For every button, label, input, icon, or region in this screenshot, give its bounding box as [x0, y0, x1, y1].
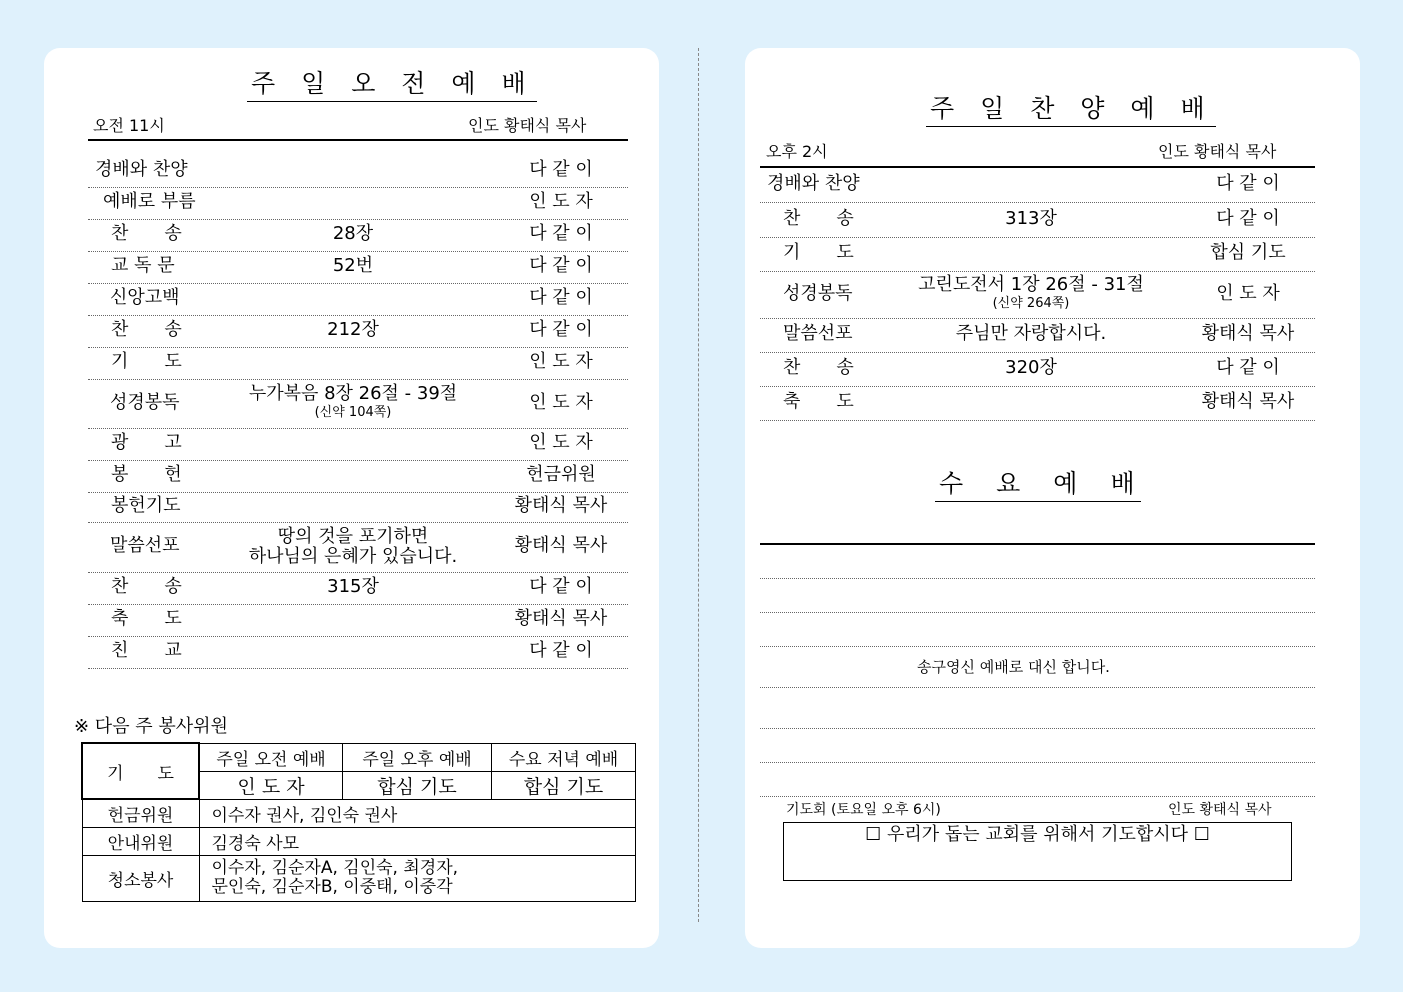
order-detail: 28장: [332, 223, 374, 244]
afternoon-title: 주 일 찬 양 예 배: [926, 93, 1216, 127]
row-rule: [760, 202, 1315, 203]
order-item: 봉 헌: [111, 464, 182, 485]
wednesday-line: [760, 762, 1315, 763]
morning-header-rule: [88, 139, 628, 141]
duty-usher-value: 김경숙 사모: [199, 827, 636, 855]
order-by: 황태식 목사: [514, 495, 608, 516]
order-by: 황태식 목사: [1201, 323, 1295, 344]
duty-col-1: 주일 오전 예배: [199, 743, 343, 771]
order-detail: 52번: [332, 255, 374, 276]
order-item: 말씀선포: [783, 323, 853, 344]
duty-prayer-1: 인 도 자: [199, 771, 343, 799]
order-by: 황태식 목사: [514, 535, 608, 556]
row-rule: [760, 386, 1315, 387]
afternoon-time: 오후 2시: [766, 142, 828, 161]
order-item: 성경봉독: [110, 391, 180, 413]
order-by: 인 도 자: [1216, 282, 1280, 304]
wednesday-line: [760, 687, 1315, 688]
duty-cleaning-line1: 이수자, 김순자A, 김인숙, 최경자,: [211, 858, 459, 878]
wednesday-line: [760, 646, 1315, 647]
duty-col-3: 수요 저녁 예배: [492, 743, 636, 771]
row-rule: [760, 352, 1315, 353]
order-item: 경배와 찬양: [95, 159, 188, 180]
order-detail: 땅의 것을 포기하면: [277, 526, 429, 547]
order-item: 교 독 문: [111, 255, 175, 276]
row-rule: [88, 522, 628, 523]
row-rule: [88, 460, 628, 461]
duty-cleaning-line2: 문인숙, 김순자B, 이중태, 이중각: [211, 877, 453, 897]
duty-heading: ※ 다음 주 봉사위원: [74, 716, 228, 737]
afternoon-leader: 인도 황태식 목사: [1158, 142, 1277, 161]
row-rule: [760, 237, 1315, 238]
order-item: 친 교: [111, 640, 182, 661]
row-rule: [88, 283, 628, 284]
duty-offering-label: 헌금위원: [82, 799, 199, 827]
order-item: 경배와 찬양: [767, 173, 860, 194]
order-detail: 고린도전서 1장 26절 - 31절: [918, 273, 1144, 295]
order-by: 헌금위원: [526, 464, 596, 485]
order-by: 다 같 이: [1216, 357, 1280, 378]
row-rule: [88, 187, 628, 188]
order-detail: 320장: [1005, 357, 1057, 378]
prayer-box: [783, 822, 1292, 881]
duty-prayer-label: 기 도: [82, 743, 199, 799]
duty-cleaning-value: [199, 855, 636, 901]
row-rule: [88, 572, 628, 573]
prayer-meeting-label: 기도회 (토요일 오후 6시): [786, 802, 941, 818]
duty-offering-value: 이수자 권사, 김인숙 권사: [199, 799, 636, 827]
row-rule: [88, 219, 628, 220]
row-rule: [760, 420, 1315, 421]
order-item: 축 도: [111, 608, 182, 629]
afternoon-header-rule: [760, 166, 1315, 168]
order-by: 인 도 자: [529, 391, 593, 413]
row-rule: [88, 668, 628, 669]
row-rule: [760, 318, 1315, 319]
order-item: 기 도: [783, 242, 854, 263]
order-item: 신앙고백: [110, 287, 180, 308]
wednesday-line: [760, 578, 1315, 579]
order-detail: 누가복음 8장 26절 - 39절: [248, 382, 458, 404]
page-divider: [698, 48, 699, 922]
order-by: 다 같 이: [1216, 173, 1280, 194]
duty-cleaning-label: 청소봉사: [82, 855, 199, 901]
row-rule: [88, 428, 628, 429]
morning-title: 주 일 오 전 예 배: [247, 68, 537, 102]
order-by: 인 도 자: [529, 191, 593, 212]
order-detail-sub: (신약 104쪽): [314, 404, 392, 420]
order-detail-sub: 하나님의 은혜가 있습니다.: [248, 546, 458, 567]
wednesday-notice: 송구영신 예배로 대신 합니다.: [917, 658, 1110, 676]
order-by: 다 같 이: [1216, 207, 1280, 229]
order-by: 인 도 자: [529, 351, 593, 372]
order-by: 다 같 이: [529, 159, 593, 180]
afternoon-worship-panel: [745, 48, 1360, 948]
row-rule: [88, 604, 628, 605]
row-rule: [88, 492, 628, 493]
duty-table: [81, 742, 636, 902]
duty-prayer-3: 합심 기도: [492, 771, 636, 799]
order-by: 다 같 이: [529, 576, 593, 597]
order-item: 찬 송: [111, 223, 182, 244]
order-detail: 212장: [327, 319, 379, 340]
row-rule: [88, 315, 628, 316]
wednesday-header-rule: [760, 543, 1315, 545]
row-rule: [88, 379, 628, 380]
order-by: 다 같 이: [529, 319, 593, 340]
row-rule: [88, 636, 628, 637]
wednesday-line: [760, 612, 1315, 613]
order-by: 다 같 이: [529, 287, 593, 308]
order-item: 찬 송: [111, 576, 182, 597]
order-detail: 313장: [1005, 207, 1057, 229]
order-item: 봉헌기도: [111, 495, 181, 516]
order-item: 기 도: [111, 351, 182, 372]
order-item: 찬 송: [111, 319, 182, 340]
order-detail-sub: (신약 264쪽): [992, 295, 1070, 311]
order-detail: 315장: [327, 576, 379, 597]
order-detail: 주님만 자랑합시다.: [955, 323, 1107, 344]
wednesday-title: 수 요 예 배: [935, 468, 1141, 502]
prayer-meeting-leader: 인도 황태식 목사: [1168, 802, 1272, 818]
order-item: 축 도: [783, 391, 854, 412]
prayer-message: ☐ 우리가 돕는 교회를 위해서 기도합시다 ☐: [865, 824, 1210, 845]
order-by: 다 같 이: [529, 223, 593, 244]
order-item: 찬 송: [783, 357, 854, 378]
row-rule: [88, 347, 628, 348]
order-item: 찬 송: [783, 207, 854, 229]
morning-leader: 인도 황태식 목사: [468, 116, 587, 135]
order-by: 다 같 이: [529, 255, 593, 276]
duty-prayer-2: 합심 기도: [343, 771, 492, 799]
morning-worship-panel: [44, 48, 659, 948]
duty-col-2: 주일 오후 예배: [343, 743, 492, 771]
order-by: 황태식 목사: [1201, 391, 1295, 412]
order-by: 인 도 자: [529, 432, 593, 453]
order-item: 광 고: [111, 432, 182, 453]
order-by: 황태식 목사: [514, 608, 608, 629]
duty-usher-label: 안내위원: [82, 827, 199, 855]
wednesday-line: [760, 728, 1315, 729]
wednesday-line: [760, 796, 1315, 797]
order-item: 성경봉독: [783, 282, 853, 304]
morning-time: 오전 11시: [93, 116, 165, 135]
order-by: 다 같 이: [529, 640, 593, 661]
row-rule: [760, 271, 1315, 272]
order-item: 예배로 부름: [103, 191, 196, 212]
order-item: 말씀선포: [110, 535, 180, 556]
row-rule: [88, 251, 628, 252]
order-by: 합심 기도: [1210, 242, 1286, 263]
